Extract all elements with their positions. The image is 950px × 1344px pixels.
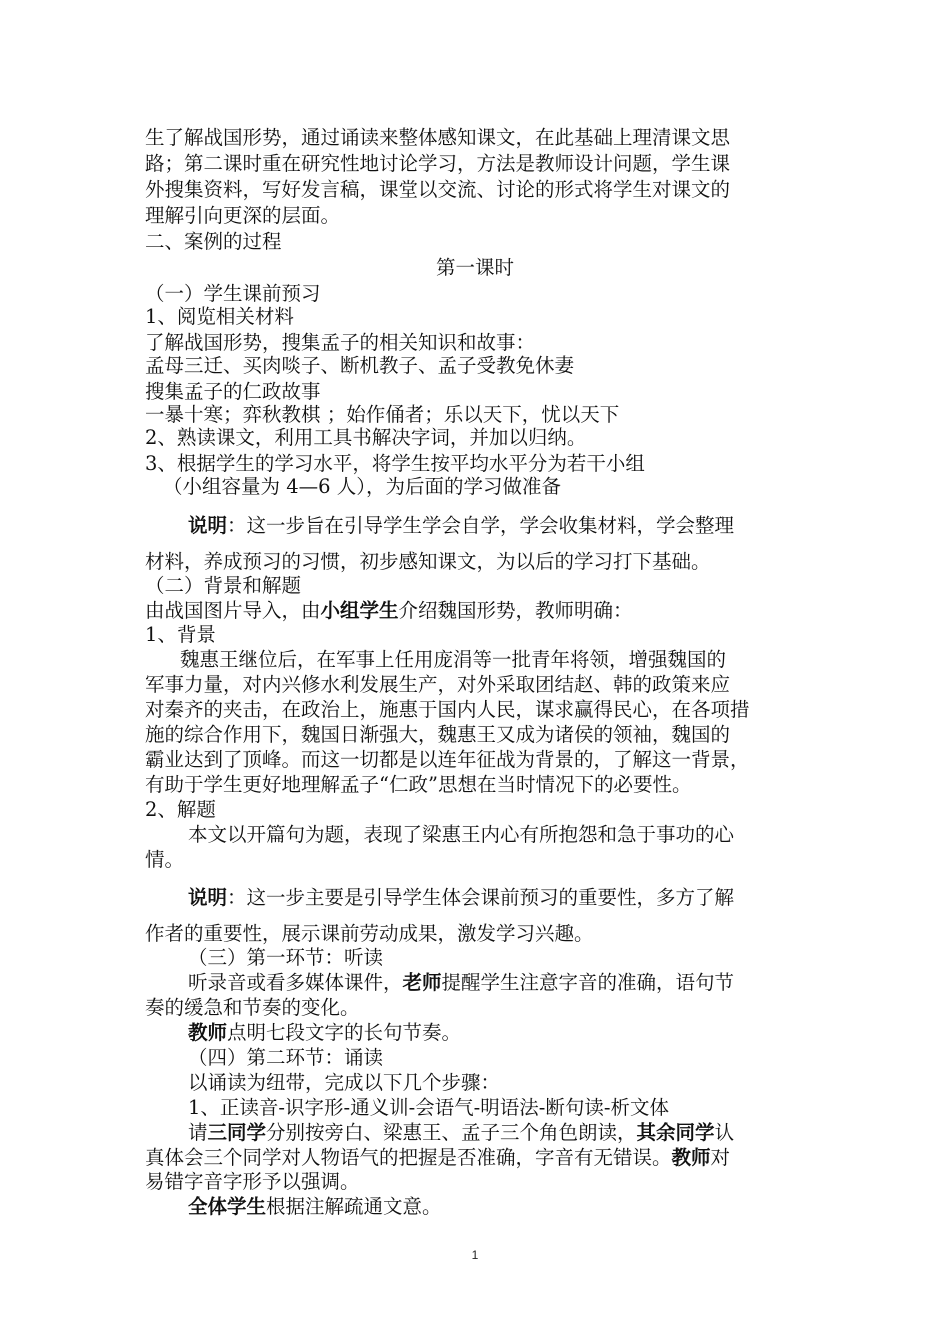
part1-item2: 2、熟读课文，利用工具书解决字词，并加以归纳。 (145, 426, 587, 449)
part2-heading: （二）背景和解题 (145, 574, 302, 597)
section-heading: 二、案例的过程 (145, 230, 282, 253)
title-line-1: 本文以开篇句为题，表现了梁惠王内心有所抱怨和急于事功的心 (188, 823, 735, 846)
title-heading: 2、解题 (145, 798, 216, 821)
part1-heading: （一）学生课前预习 (145, 282, 321, 305)
part1-note (188, 514, 734, 538)
part3-line-1-bold: 老师 (402, 971, 442, 994)
part1-note-cont: 材料，养成预习的习惯，初步感知课文，为以后的学习打下基础。 (145, 550, 711, 573)
part4-heading: （四）第二环节：诵读 (188, 1046, 384, 1069)
part4-line-3-a: 请 (188, 1121, 208, 1144)
part1-line-4: 一暴十寒；弈秋教棋 ；始作俑者；乐以天下，忧以天下 (145, 403, 620, 426)
intro-line-4: 理解引向更深的层面。 (145, 204, 341, 227)
note-text: ：这一步主要是引导学生体会课前预习的重要性，多方了解 (227, 886, 735, 909)
bg-line-4: 施的综合作用下，魏国日渐强大，魏惠王又成为诸侯的领袖，魏国的 (145, 723, 731, 746)
part4-line-3 (188, 1121, 734, 1145)
part1-item1: 1、阅览相关材料 (145, 305, 294, 328)
part1-item3-cont: （小组容量为 4—6 人），为后面的学习做准备 (163, 475, 561, 498)
part4-line-3-bold2: 其余同学 (636, 1121, 715, 1144)
bg-line-2: 军事力量，对内兴修水利发展生产，对外采取团结赵、韩的政策来应 (145, 673, 731, 696)
part2-note (188, 886, 734, 910)
bg-line-6: 有助于学生更好地理解孟子“仁政”思想在当时情况下的必要性。 (145, 773, 692, 796)
part1-item3: 3、根据学生的学习水平，将学生按平均水平分为若干小组 (145, 452, 645, 475)
page-number: 1 (471, 1248, 479, 1262)
part3-line-1 (188, 971, 734, 995)
intro-line-1: 生了解战国形势，通过诵读来整体感知课文，在此基础上理清课文思 (145, 126, 731, 149)
part4-line-6-b: 根据注解疏通文意。 (266, 1195, 442, 1218)
bg-heading: 1、背景 (145, 623, 216, 646)
intro-line-3: 外搜集资料，写好发言稿，课堂以交流、讨论的形式将学生对课文的 (145, 178, 731, 201)
part2-intro-bold: 小组学生 (320, 599, 399, 622)
part4-line-1: 以诵读为纽带，完成以下几个步骤： (188, 1071, 501, 1094)
part3-line-3-bold: 教师 (188, 1021, 228, 1044)
part4-line-3-c: 认 (714, 1121, 735, 1144)
part4-line-4-b: 对 (710, 1146, 731, 1169)
part4-line-6 (188, 1195, 442, 1219)
title-line-2: 情。 (145, 848, 185, 871)
part3-line-3-b: 点明七段文字的长句节奏。 (227, 1021, 462, 1044)
note-text: ：这一步旨在引导学生学会自学，学会收集材料，学会整理 (227, 514, 735, 537)
lesson-title: 第一课时 (435, 256, 514, 279)
bg-line-5: 霸业达到了顶峰。而这一切都是以连年征战为背景的，了解这一背景， (145, 748, 750, 771)
part2-intro (145, 599, 633, 623)
intro-line-2: 路；第二课时重在研究性地讨论学习，方法是教师设计问题，学生课 (145, 152, 731, 175)
part1-line-3: 搜集孟子的仁政故事 (145, 380, 321, 403)
part3-line-2: 奏的缓急和节奏的变化。 (145, 996, 360, 1019)
part4-line-4-bold: 教师 (671, 1146, 711, 1169)
part4-line-4 (145, 1146, 730, 1170)
part3-heading: （三）第一环节：听读 (188, 946, 384, 969)
note-label: 说明 (188, 886, 228, 909)
part4-line-4-a: 真体会三个同学对人物语气的把握是否准确，字音有无错误。 (145, 1146, 672, 1169)
bg-line-3: 对秦齐的夹击，在政治上，施惠于国内人民，谋求赢得民心，在各项措 (145, 698, 750, 721)
part3-line-3 (188, 1021, 461, 1045)
bg-line-1: 魏惠王继位后，在军事上任用庞涓等一批青年将领，增强魏国的 (180, 648, 727, 671)
note-label: 说明 (188, 514, 228, 537)
part4-line-2: 1、正读音-识字形-通义训-会语气-明语法-断句读-析文体 (188, 1096, 669, 1119)
part1-line-1: 了解战国形势，搜集孟子的相关知识和故事： (145, 331, 536, 354)
part4-line-6-bold: 全体学生 (188, 1195, 267, 1218)
part4-line-5: 易错字音字形予以强调。 (145, 1170, 360, 1193)
part1-line-2: 孟母三迁、买肉啖子、断机教子、孟子受教免休妻 (145, 354, 575, 377)
part4-line-3-bold1: 三同学 (207, 1121, 267, 1144)
part2-note-cont: 作者的重要性，展示课前劳动成果，激发学习兴趣。 (145, 922, 594, 945)
part4-line-3-b: 分别按旁白、梁惠王、孟子三个角色朗读， (266, 1121, 637, 1144)
part3-line-1-a: 听录音或看多媒体课件， (188, 971, 403, 994)
part3-line-1-b: 提醒学生注意字音的准确，语句节 (441, 971, 735, 994)
part2-intro-a: 由战国图片导入，由 (145, 599, 321, 622)
part2-intro-b: 介绍魏国形势，教师明确： (398, 599, 633, 622)
